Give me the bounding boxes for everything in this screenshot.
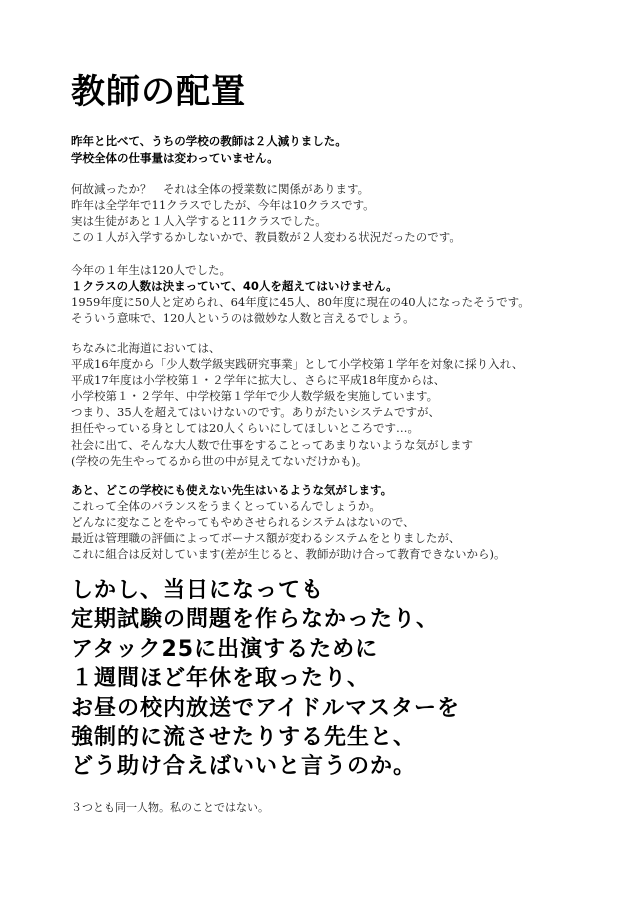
text-line: 平成16年度から「少人数学級実践研究事業」として小学校第１学年を対象に採り入れ、 — [71, 357, 524, 372]
text-line: そういう意味で、120人というのは微妙な人数と言えるでしょう。 — [71, 311, 415, 326]
large-text-line: 定期試験の問題を作らなかったり、 — [71, 607, 440, 633]
text-line-emphasis: あと、どこの学校にも使えない先生はいるような気がします。 — [71, 483, 393, 497]
text-line: 最近は管理職の評価によってボーナス額が変わるシステムをとりましたが、 — [71, 531, 461, 546]
text-line: 今年の１年生は120人でした。 — [71, 263, 231, 277]
intro-paragraph — [71, 133, 347, 167]
paragraph-reason — [71, 181, 461, 245]
text-line: この１人が入学するかしないかで、教員数が２人変わる状況だったのです。 — [71, 230, 461, 245]
paragraph-class-size — [71, 262, 530, 326]
intro-line: 昨年と比べて、うちの学校の教師は２人減りました。 — [71, 134, 347, 148]
text-line: (学校の先生やってるから世の中が見えてないだけかも)。 — [71, 453, 368, 468]
text-line: これって全体のバランスをうまくとっているんでしょうか。 — [71, 499, 381, 514]
text-line: 担任やっている身としては20人くらいにしてほしいところです…。 — [71, 421, 420, 436]
text-line: つまり、35人を超えてはいけないのです。ありがたいシステムですが、 — [71, 405, 441, 420]
large-text-line: アタック25に出演するために — [71, 636, 379, 662]
text-line: 小学校第１・２学年、中学校第１学年で少人数学級を実施しています。 — [71, 389, 439, 404]
text-line: ちなみに北海道においては、 — [71, 341, 221, 355]
footnote-text: ３つとも同一人物。私のことではない。 — [71, 801, 269, 814]
text-line: 実は生徒があと１人入学すると11クラスでした。 — [71, 214, 327, 229]
paragraph-hokkaido — [71, 340, 523, 469]
footnote — [71, 800, 269, 816]
large-text-line: しかし、当日になっても — [71, 578, 325, 603]
text-line: 何故減ったか？ それは全体の授業数に関係があります。 — [71, 182, 370, 196]
large-statement — [71, 576, 460, 782]
text-line: 平成17年度は小学校第１・２学年に拡大し、さらに平成18年度からは、 — [71, 373, 446, 388]
text-line: 昨年は全学年で11クラスでしたが、今年は10クラスです。 — [71, 198, 375, 213]
page-title: 教師の配置 — [71, 72, 246, 112]
text-line: 社会に出て、そんな大人数で仕事をすることってあまりないような気がします — [71, 437, 474, 452]
text-line: 1959年度に50人と定められ、64年度に45人、80年度に現在の40人になったそうです。 — [71, 295, 530, 310]
intro-line: 学校全体の仕事量は変わっていません。 — [71, 151, 279, 165]
paragraph-bad-teachers — [71, 482, 505, 562]
large-text-line: お昼の校内放送でアイドルマスターを — [71, 695, 461, 721]
large-text-line: １週間ほど年休を取ったり、 — [71, 666, 371, 692]
large-text-line: どう助け合えばいいと言うのか。 — [71, 754, 417, 780]
text-line: どんなに変なことをやってもやめさせられるシステムはないので、 — [71, 515, 415, 530]
text-line-emphasis: １クラスの人数は決まっていて、40人を超えてはいけません。 — [71, 279, 398, 294]
large-text-line: 強制的に流させたりする先生と、 — [71, 725, 417, 751]
text-line: これに組合は反対しています(差が生じると、教師が助け合って教育できないから)。 — [71, 547, 506, 562]
